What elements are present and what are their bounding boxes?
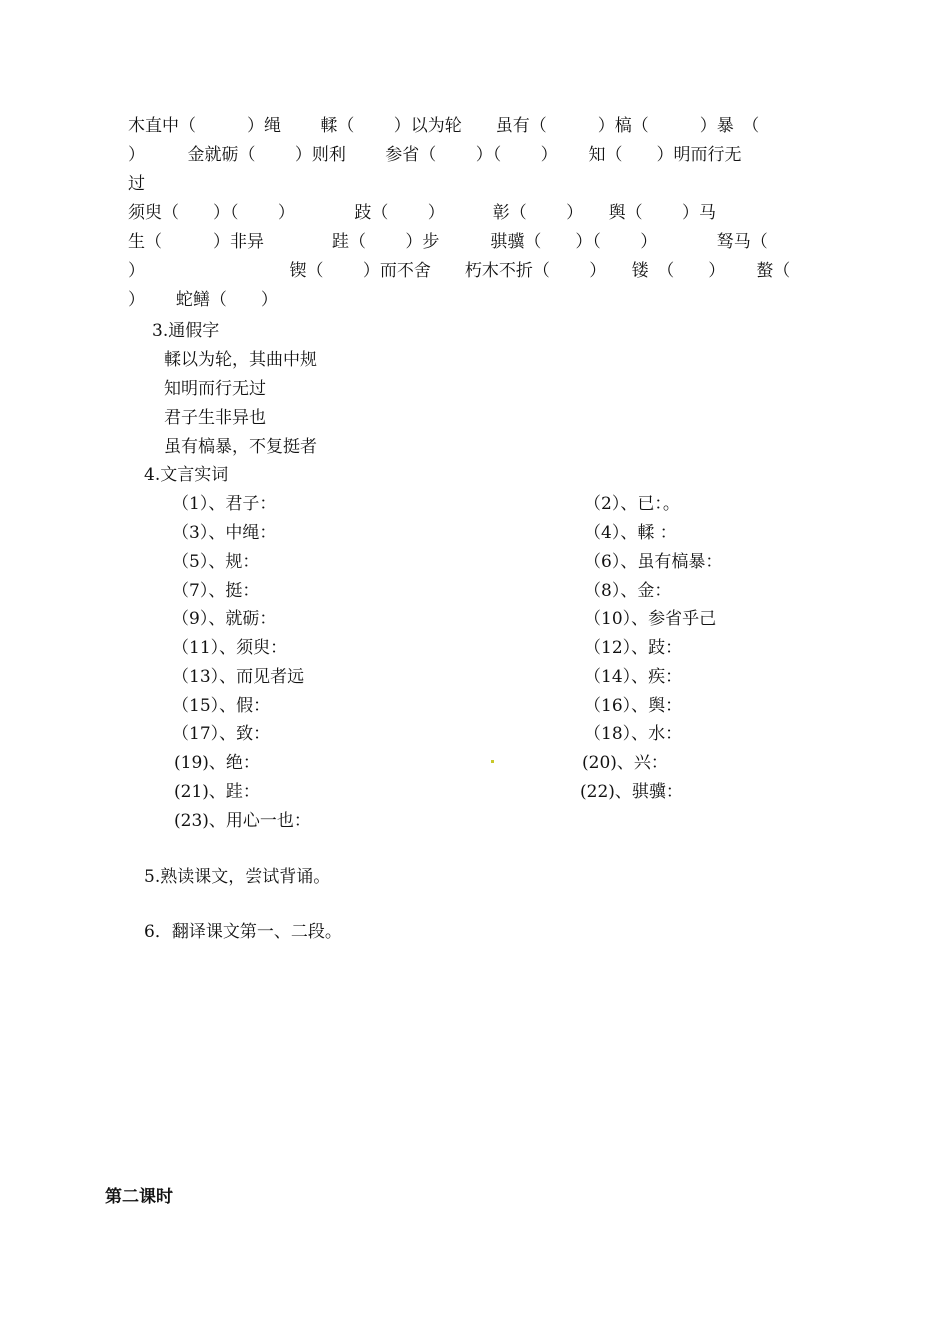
stray-dot [491, 760, 494, 763]
vocab-item: （6）、虽有槁暴： [584, 552, 723, 572]
vocab-item: （12）、跂： [584, 638, 683, 658]
vocab-item: (20)、兴： [582, 753, 668, 773]
pronunciation-exercise [128, 112, 844, 315]
exercise-line: 过 [128, 174, 145, 194]
vocab-item: （7）、挺： [172, 581, 260, 601]
exercise-line: 须臾（ ）（ ） 跂（ ） 彰（ ） 舆（ ）马 [128, 203, 717, 223]
section-6-instruction: 6．翻译课文第一、二段。 [144, 922, 342, 942]
tongjia-item: 虽有槁暴，不复挺者 [164, 437, 317, 457]
vocab-item: （16）、舆： [584, 696, 683, 716]
vocab-item: （18）、水： [584, 724, 683, 744]
vocab-item: （2）、已：。 [584, 494, 680, 514]
exercise-line: 生（ ）非异 跬（ ）步 骐骥（ ）（ ） 驽马（ [128, 232, 768, 252]
vocab-item: (19)、绝： [174, 753, 260, 773]
vocab-item: （13）、而见者远 [172, 667, 305, 687]
vocab-item: （11）、须臾： [172, 638, 288, 658]
exercise-line: ） 蛇鳝（ ） [128, 290, 278, 310]
section-4-heading: 4.文言实词 [144, 465, 229, 485]
vocab-item: (21)、跬： [174, 782, 260, 802]
vocab-item: （8）、金： [584, 581, 672, 601]
tongjia-item: 君子生非异也 [164, 408, 266, 428]
exercise-line: ） 锲（ ）而不舍 朽木不折（ ） 镂 （ ） 螯（ [128, 261, 791, 281]
section-5-instruction: 5.熟读课文，尝试背诵。 [144, 867, 331, 887]
vocab-item: （9）、就砺： [172, 609, 277, 629]
vocab-item: (22)、骐骥： [580, 782, 683, 802]
tongjia-item: 輮以为轮，其曲中规 [164, 350, 317, 370]
tongjia-item: 知明而行无过 [164, 379, 266, 399]
section-3-heading: 3.通假字 [152, 321, 220, 341]
vocab-item: （3）、中绳： [172, 523, 277, 543]
exercise-line: 木直中（ ）绳 輮（ ）以为轮 虽有（ ）槁（ ）暴 （ [128, 116, 760, 136]
vocab-item: （5）、规： [172, 552, 260, 572]
vocab-item: (23)、用心一也： [174, 811, 311, 831]
vocab-item: （1）、君子： [172, 494, 277, 514]
vocab-item: （10）、参省乎己 [584, 609, 717, 629]
exercise-line: ） 金就砺（ ）则利 参省（ ）（ ） 知（ ）明而行无 [128, 145, 742, 165]
lesson-title: 第二课时 [105, 1187, 173, 1207]
vocab-item: （14）、疾： [584, 667, 683, 687]
vocab-item: （4）、輮 ： [584, 523, 677, 543]
vocab-item: （17）、致： [172, 724, 271, 744]
vocab-item: （15）、假： [172, 696, 271, 716]
